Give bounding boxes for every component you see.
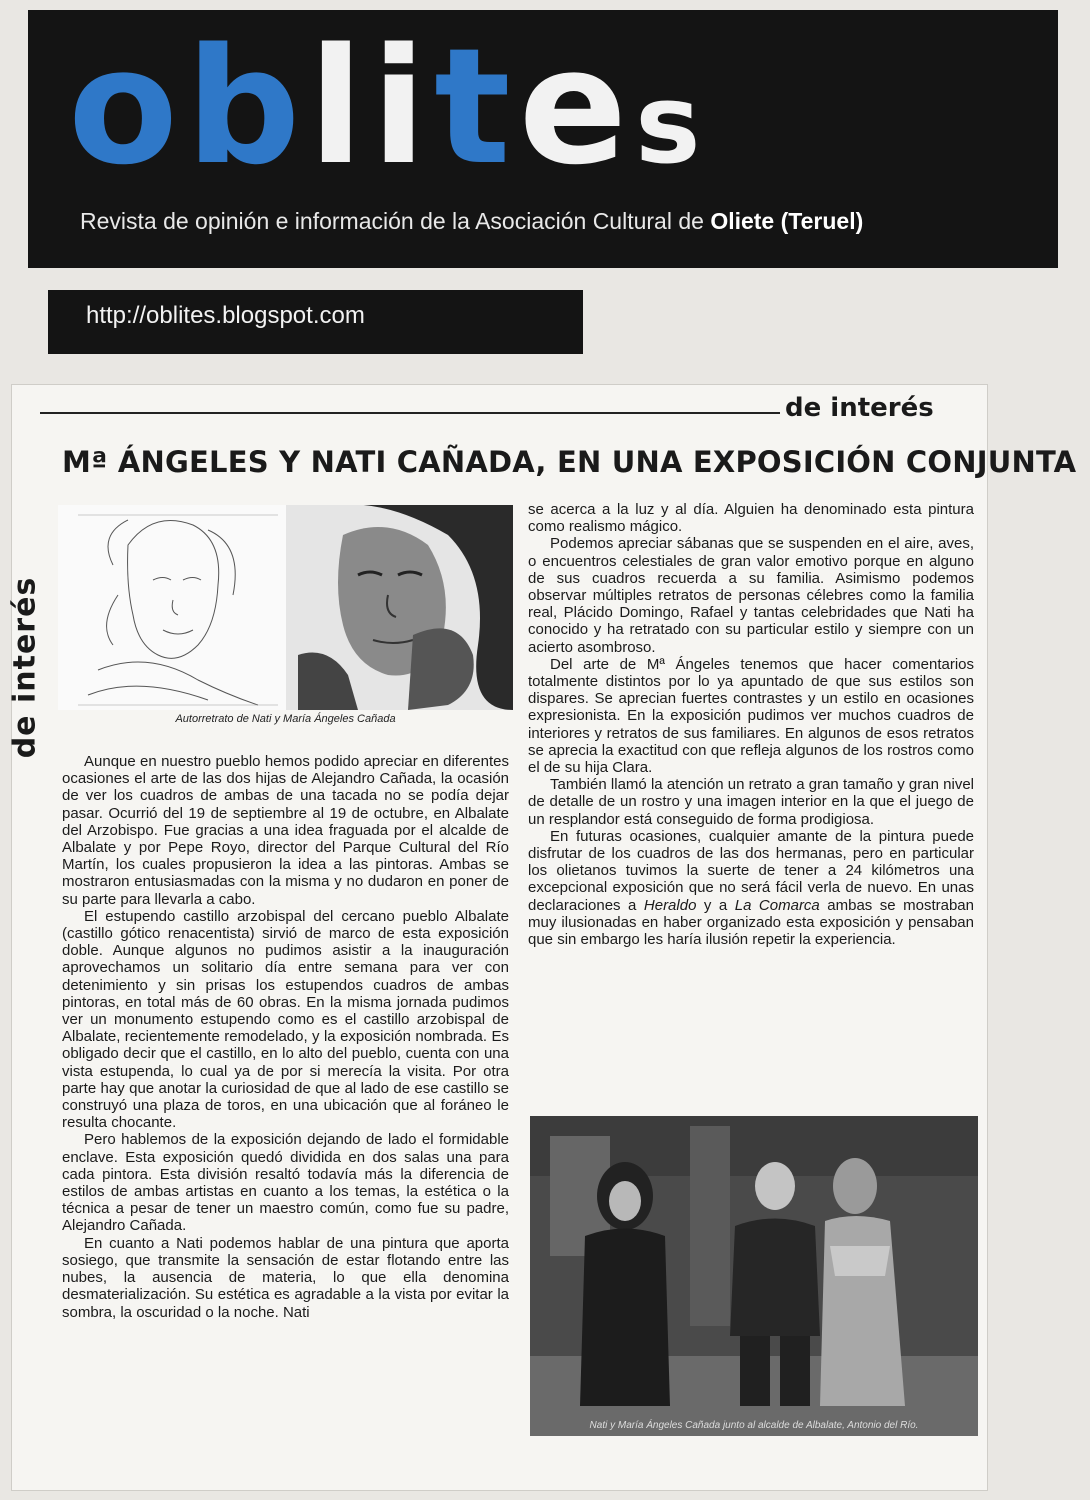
side-section-label: de interés [7,576,43,759]
paragraph: El estupendo castillo arzobispal del cercano pueblo Albalate (castillo gótico renacentista) sirvió de marco de esta exposición doble. Aunque algunos no pudimos asistir a la inauguración aprovechamos un solitario día entre semana para ver con detenimiento y sin prisas los estupendos cuadros de ambas pintoras, en total más de 60 obras. En la misma jornada pudimos ver un monumento estupendo como es el castillo arzobispal de Albalate, recientemente remodelado, y la exposición nombrada. Es obligado decir que el castillo, en lo alto del pueblo, cuenta con una vista estupenda, lo cual ya de por si merecía la visita. Por otra parte hay que anotar la curiosidad de que al lado de ese castillo se construyó una plaza de toros, en una ubicación que al foráneo le resulta chocante. [62,907,509,1132]
section-label: de interés [785,393,934,423]
blog-url[interactable]: http://oblites.blogspot.com [86,302,365,329]
paragraph: Del arte de Mª Ángeles tenemos que hacer comentarios totalmente distintos por lo ya apuntado de que sus estilos son dispares. Se aprecian fuertes contrastes y un estilo en ocasiones expresionista. En la exposición pudimos ver muchos cuadros de interiores y retratos de sus familiares. En algunos de esos retratos se aprecia la exactitud con que refleja algunos de los rostros como el de su hija Clara. [528,655,974,777]
paragraph: En futuras ocasiones, cualquier amante de la pintura puede disfrutar de los cuadros de las dos hermanas, pero en particular los olietanos tuvimos la suerte de tener a 24 kilómetros una excepcional exposición que no será fácil verla de nuevo. En unas declaraciones a Heraldo y a La Comarca ambas se mostraban muy ilusionadas en haber organizado esta exposición y pensaban que sin embargo les haría ilusión repetir la experiencia. [528,827,974,949]
article-column-right [528,501,974,948]
photo-caption: Nati y María Ángeles Cañada junto al alcalde de Albalate, Antonio del Río. [589,1420,919,1431]
image-caption: Autorretrato de Nati y María Ángeles Cañada [175,713,396,725]
url-banner [48,290,583,354]
magazine-logo: oblites [68,13,709,200]
paragraph: Aunque en nuestro pueblo hemos podido apreciar en diferentes ocasiones el arte de las dos hijas de Alejandro Cañada, la ocasión de ver los cuadros de ambas de una tacada no se podía dejar pasar. Ocurrió del 19 de septiembre al 19 de octubre, en Albalate del Arzobispo. Fue gracias a una idea fraguada por el alcalde de Albalate y por Pepe Royo, director del Parque Cultural del Río Martín, los cuales propusieron la idea a las pintoras. Ambas se mostraron entusiasmadas con la misma y no dudaron en poner de su parte para llevarla a cabo. [62,753,509,908]
section-divider [40,412,780,414]
article-column-left [62,753,509,1321]
self-portraits-image [58,505,513,710]
paragraph: En cuanto a Nati podemos hablar de una pintura que aporta sosiego, que transmite la sensación de estar flotando entre las nubes, la ausencia de materia, lo que ella denomina desmaterialización. Su estética es agradable a la vista por evitar la sombra, la oscuridad o la noche. Nati [62,1234,509,1321]
masthead [28,10,1058,268]
paragraph: También llamó la atención un retrato a gran tamaño y gran nivel de detalle de un rostro y una imagen interior en la que el juego de un resplandor está conseguido de forma prodigiosa. [528,776,974,828]
group-photo [530,1116,978,1436]
paragraph: Podemos apreciar sábanas que se suspenden en el aire, aves, o encuentros celestiales de gran valor emotivo porque en alguno de sus cuadros recuerda a su familia. Asimismo podemos observar múltiples retratos de personas célebres como la familia real, Plácido Domingo, Rafael y tantas celebridades que Nati ha conocido y ha retratado con su particular estilo y siempre con un acierto asombroso. [528,535,974,656]
masthead-subtitle: Revista de opinión e información de la Asociación Cultural de Oliete (Teruel) [80,208,864,234]
paragraph: Pero hablemos de la exposición dejando de lado el formidable enclave. Esta exposición quedó dividida en dos salas una para cada pintora. Esta división resaltó todavía más la diferencia de estilos de ambas artistas en cuanto a los temas, la estética o la técnica a pesar de tener un maestro común, como fue su padre, Alejandro Cañada. [62,1131,509,1235]
article-headline: Mª ÁNGELES Y NATI CAÑADA, EN UNA EXPOSICIÓN CONJUNTA [62,445,1077,479]
paragraph: se acerca a la luz y al día. Alguien ha denominado esta pintura como realismo mágico. [528,501,974,536]
